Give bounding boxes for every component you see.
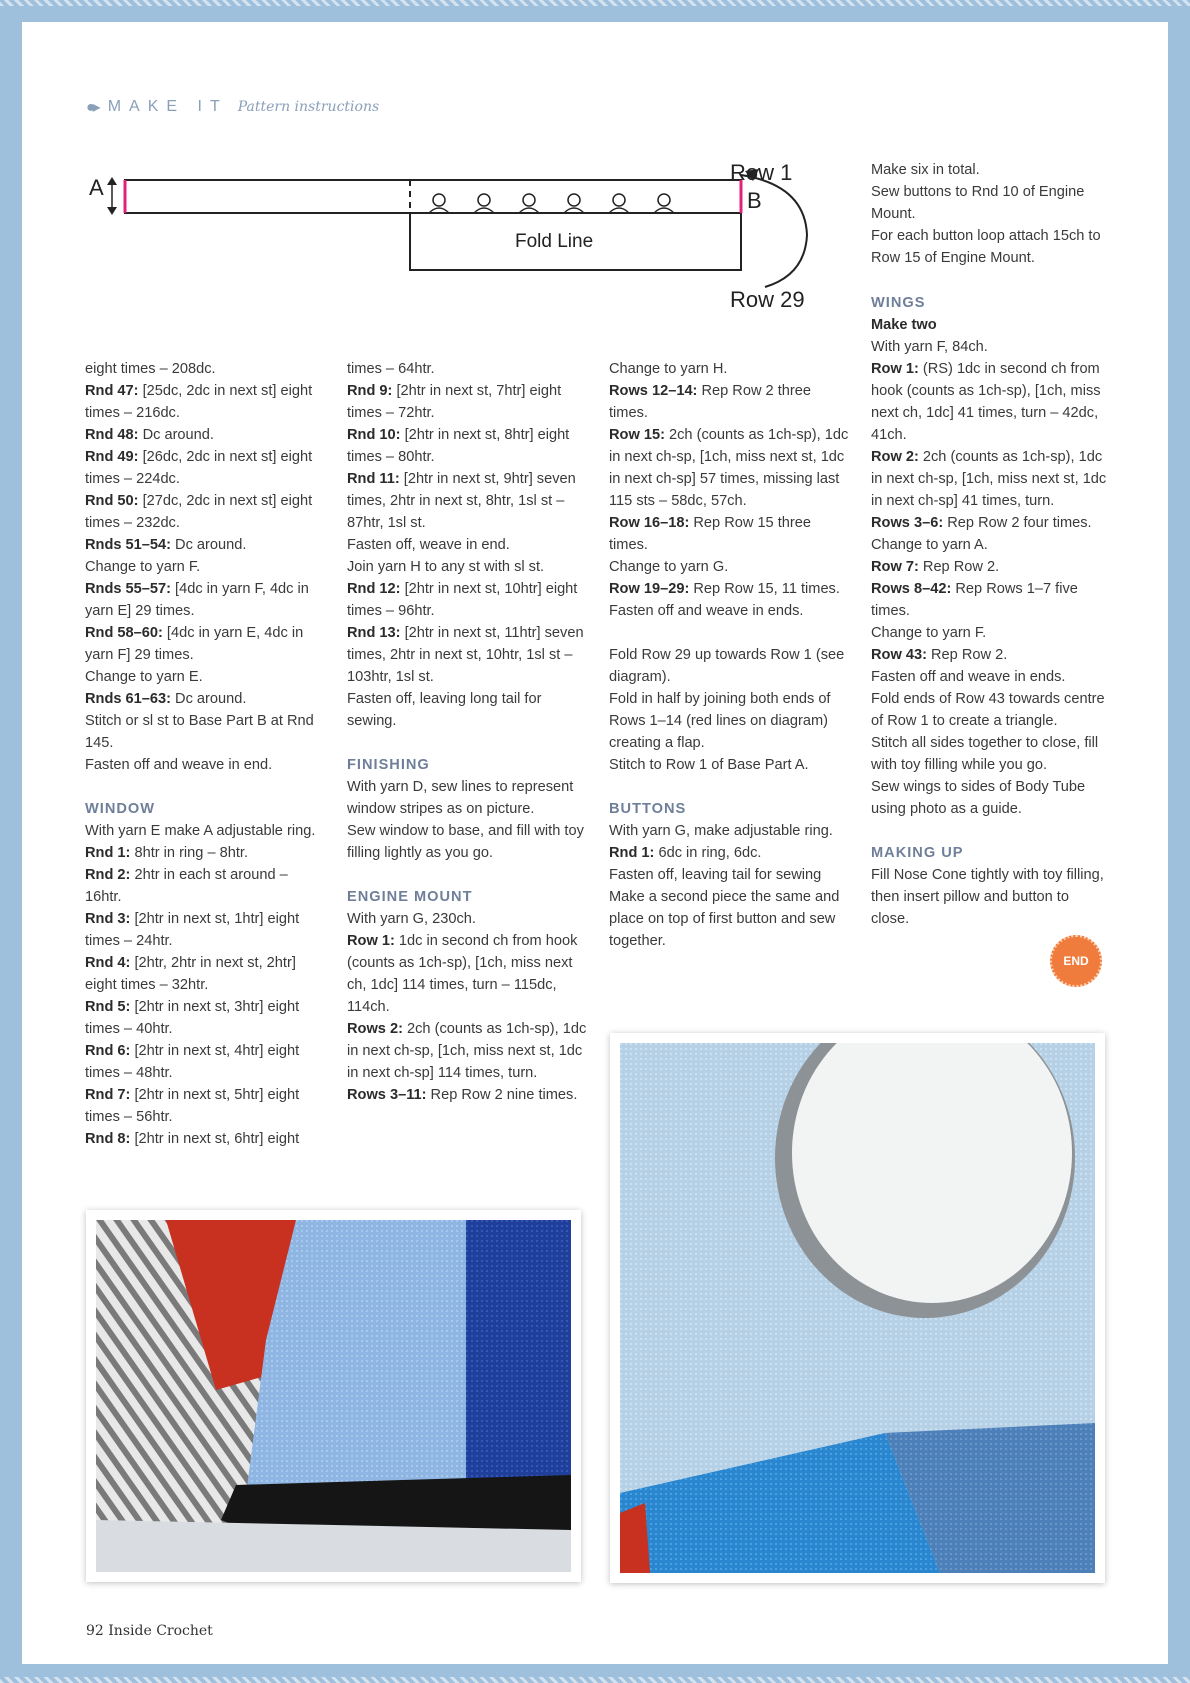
instruction-text: 1dc in second ch from hook (counts as 1ch-sp), [1ch, miss next ch, 1dc] 114 times, turn – 115dc, 114ch. bbox=[347, 933, 578, 1015]
instruction-text: Change to yarn A. bbox=[871, 537, 988, 553]
instruction-line bbox=[871, 776, 1111, 820]
row-label: Rnd 4: bbox=[85, 955, 131, 971]
row-label: Rows 3–6: bbox=[871, 515, 944, 531]
instruction-text: [4dc in yarn E, 4dc in yarn F] 29 times. bbox=[85, 625, 304, 663]
diagram-label-a: A bbox=[89, 175, 104, 200]
row-label: Rnd 50: bbox=[85, 493, 139, 509]
instruction-text: Stitch to Row 1 of Base Part A. bbox=[609, 757, 809, 773]
instruction-line bbox=[609, 556, 849, 578]
row-label: Rnd 2: bbox=[85, 867, 131, 883]
row-label: Rnd 10: bbox=[347, 427, 401, 443]
row-label: Rows 2: bbox=[347, 1021, 403, 1037]
instruction-text: Rep Rows 1–7 five times. bbox=[871, 581, 1078, 619]
instruction-line bbox=[347, 688, 587, 732]
row-label: Row 1: bbox=[347, 933, 395, 949]
diagram-label-b: B bbox=[747, 188, 762, 213]
instruction-text: Sew buttons to Rnd 10 of Engine Mount. bbox=[871, 184, 1085, 222]
row-label: Rnd 8: bbox=[85, 1131, 131, 1147]
instruction-line bbox=[85, 1128, 325, 1150]
instruction-text: 2ch (counts as 1ch-sp), 1dc in next ch-sp, [1ch, miss next st, 1dc in next ch-sp] 57 times, missing last 115 sts – 58dc, 57ch. bbox=[609, 427, 849, 509]
instruction-text: [26dc, 2dc in next st] eight times – 224dc. bbox=[85, 449, 313, 487]
column-3 bbox=[609, 358, 849, 952]
column-4-top bbox=[871, 159, 1111, 269]
row-label: Rows 8–42: bbox=[871, 581, 952, 597]
instruction-line bbox=[85, 996, 325, 1040]
row-label: Rnd 48: bbox=[85, 427, 139, 443]
instruction-text: Fold ends of Row 43 towards centre of Row 1 to create a triangle. bbox=[871, 691, 1105, 729]
instruction-text: Dc around. bbox=[170, 691, 247, 707]
instruction-line bbox=[871, 225, 1111, 269]
instruction-text: [2htr in next st, 4htr] eight times – 48htr. bbox=[85, 1043, 300, 1081]
row-label: Rnd 1: bbox=[85, 845, 131, 861]
instruction-line bbox=[871, 534, 1111, 556]
arrow-icon: ●▸ bbox=[86, 99, 98, 116]
instruction-text: 8htr in ring – 8htr. bbox=[130, 845, 249, 861]
instruction-text: Make a second piece the same and place on top of first button and sew together. bbox=[609, 889, 840, 949]
instruction-line bbox=[85, 842, 325, 864]
instruction-text: Make six in total. bbox=[871, 162, 980, 178]
row-label: Rnd 49: bbox=[85, 449, 139, 465]
instruction-text: Sew window to base, and fill with toy filling lightly as you go. bbox=[347, 823, 584, 861]
instruction-line bbox=[871, 622, 1111, 644]
instruction-line bbox=[85, 710, 325, 754]
instruction-line bbox=[85, 578, 325, 622]
instruction-line bbox=[609, 864, 849, 886]
instruction-text: Fasten off and weave in ends. bbox=[609, 603, 804, 619]
instruction-line bbox=[85, 556, 325, 578]
instruction-line bbox=[871, 864, 1111, 930]
row-label: Rnd 13: bbox=[347, 625, 401, 641]
instruction-line bbox=[85, 534, 325, 556]
row-label: Rnd 7: bbox=[85, 1087, 131, 1103]
instruction-line bbox=[871, 578, 1111, 622]
row-label: Rnds 55–57: bbox=[85, 581, 171, 597]
column-1 bbox=[85, 358, 325, 1150]
instruction-text: Stitch all sides together to close, fill with toy filling while you go. bbox=[871, 735, 1099, 773]
instruction-text: With yarn D, sew lines to represent window stripes as on picture. bbox=[347, 779, 574, 817]
instruction-text: Fasten off, leaving tail for sewing bbox=[609, 867, 822, 883]
instruction-line bbox=[609, 688, 849, 754]
instruction-text: Fasten off, weave in end. bbox=[347, 537, 510, 553]
instruction-text: Fasten off, leaving long tail for sewing. bbox=[347, 691, 542, 729]
instruction-line bbox=[85, 380, 325, 424]
instruction-text: [2htr in next st, 1htr] eight times – 24htr. bbox=[85, 911, 300, 949]
row-label: Rnd 5: bbox=[85, 999, 131, 1015]
instruction-line bbox=[347, 424, 587, 468]
photo-pillow-circle bbox=[610, 1033, 1105, 1583]
instruction-text: Rep Row 15 three times. bbox=[609, 515, 811, 553]
instruction-text: Fill Nose Cone tightly with toy filling, then insert pillow and button to close. bbox=[871, 867, 1104, 927]
diagram-buttons bbox=[429, 194, 674, 213]
instruction-line bbox=[347, 930, 587, 1018]
instruction-line bbox=[347, 1018, 587, 1084]
instruction-line bbox=[871, 446, 1111, 512]
instruction-line bbox=[85, 358, 325, 380]
section-heading: ENGINE MOUNT bbox=[347, 889, 473, 905]
instruction-line bbox=[347, 776, 587, 820]
instruction-line bbox=[85, 622, 325, 666]
instruction-line bbox=[85, 424, 325, 446]
row-label: Row 16–18: bbox=[609, 515, 690, 531]
instruction-text: Change to yarn E. bbox=[85, 669, 203, 685]
instruction-line bbox=[347, 556, 587, 578]
instruction-line bbox=[347, 534, 587, 556]
diagram-strip-top bbox=[125, 180, 741, 213]
instruction-text: [2htr in next st, 7htr] eight times – 72htr. bbox=[347, 383, 562, 421]
row-label: Row 19–29: bbox=[609, 581, 690, 597]
page-number: 92 bbox=[86, 1623, 104, 1639]
instruction-text: Change to yarn F. bbox=[85, 559, 201, 575]
instruction-line bbox=[609, 754, 849, 776]
instruction-line bbox=[871, 314, 1111, 336]
instruction-line bbox=[347, 820, 587, 864]
instruction-line bbox=[871, 556, 1111, 578]
row-label: Row 7: bbox=[871, 559, 919, 575]
subheading: Make two bbox=[871, 317, 937, 333]
section-heading: WINDOW bbox=[85, 801, 156, 817]
page-border-top bbox=[0, 0, 1190, 6]
instruction-line bbox=[871, 644, 1111, 666]
section-heading: WINGS bbox=[871, 295, 926, 311]
section-heading: MAKING UP bbox=[871, 845, 964, 861]
instruction-text: With yarn G, make adjustable ring. bbox=[609, 823, 833, 839]
instruction-text: Dc around. bbox=[170, 537, 247, 553]
instruction-text: Rep Row 2 nine times. bbox=[426, 1087, 578, 1103]
instruction-line bbox=[347, 468, 587, 534]
instruction-line bbox=[871, 732, 1111, 776]
photo-pillow-window bbox=[86, 1210, 581, 1582]
magazine-title: Inside Crochet bbox=[108, 1623, 213, 1639]
instruction-text: 2ch (counts as 1ch-sp), 1dc in next ch-sp, [1ch, miss next st, 1dc in next ch-sp] 114 times, turn. bbox=[347, 1021, 587, 1081]
row-label: Row 15: bbox=[609, 427, 665, 443]
instruction-line bbox=[609, 842, 849, 864]
instruction-text: [2htr in next st, 9htr] seven times, 2htr in next st, 8htr, 1sl st – 87htr, 1sl st. bbox=[347, 471, 576, 531]
instruction-text: Fasten off and weave in ends. bbox=[871, 669, 1066, 685]
instruction-line bbox=[85, 952, 325, 996]
instruction-line bbox=[85, 908, 325, 952]
end-badge: END bbox=[1050, 935, 1102, 987]
row-label: Rnds 51–54: bbox=[85, 537, 171, 553]
instruction-line bbox=[871, 688, 1111, 732]
instruction-text: 2ch (counts as 1ch-sp), 1dc in next ch-sp, [1ch, miss next st, 1dc in next ch-sp] 41 times, turn. bbox=[871, 449, 1107, 509]
instruction-text: eight times – 208dc. bbox=[85, 361, 216, 377]
instruction-line bbox=[347, 358, 587, 380]
instruction-line bbox=[609, 820, 849, 842]
instruction-line bbox=[85, 754, 325, 776]
instruction-text: Rep Row 2 four times. bbox=[943, 515, 1092, 531]
row-label: Rnd 47: bbox=[85, 383, 139, 399]
instruction-text: Rep Row 15, 11 times. bbox=[689, 581, 840, 597]
instruction-line bbox=[85, 446, 325, 490]
instruction-text: 2htr in each st around – 16htr. bbox=[85, 867, 288, 905]
instruction-text: With yarn E make A adjustable ring. bbox=[85, 823, 316, 839]
instruction-line bbox=[347, 578, 587, 622]
row-label: Rows 3–11: bbox=[347, 1087, 427, 1103]
column-2 bbox=[347, 358, 587, 1106]
instruction-text: Stitch or sl st to Base Part B at Rnd 145. bbox=[85, 713, 314, 751]
diagram-fold-label: Fold Line bbox=[515, 231, 594, 252]
instruction-text: Fold Row 29 up towards Row 1 (see diagram). bbox=[609, 647, 845, 685]
row-label: Row 43: bbox=[871, 647, 927, 663]
instruction-line bbox=[871, 336, 1111, 358]
page-border-bottom bbox=[0, 1677, 1190, 1683]
instruction-line bbox=[85, 490, 325, 534]
instruction-line bbox=[85, 864, 325, 908]
instruction-text: (RS) 1dc in second ch from hook (counts as 1ch-sp), [1ch, miss next ch, 1dc] 41 times, turn – 42dc, 41ch. bbox=[871, 361, 1101, 443]
instruction-text: Fasten off and weave in end. bbox=[85, 757, 273, 773]
instruction-text: For each button loop attach 15ch to Row 15 of Engine Mount. bbox=[871, 228, 1101, 266]
instruction-line bbox=[609, 512, 849, 556]
instruction-text: Sew wings to sides of Body Tube using photo as a guide. bbox=[871, 779, 1086, 817]
instruction-text: Join yarn H to any st with sl st. bbox=[347, 559, 545, 575]
instruction-text: [2htr in next st, 8htr] eight times – 80htr. bbox=[347, 427, 570, 465]
instruction-line bbox=[871, 358, 1111, 446]
instruction-line bbox=[347, 1084, 587, 1106]
page-footer bbox=[86, 1623, 213, 1639]
engine-mount-diagram bbox=[85, 155, 825, 315]
section-heading: FINISHING bbox=[347, 757, 430, 773]
instruction-line bbox=[609, 424, 849, 512]
instruction-text: Rep Row 2 three times. bbox=[609, 383, 811, 421]
instruction-line bbox=[871, 181, 1111, 225]
instruction-text: Fold in half by joining both ends of Rows 1–14 (red lines on diagram) creating a flap. bbox=[609, 691, 831, 751]
instruction-text: [2htr, 2htr in next st, 2htr] eight times – 32htr. bbox=[85, 955, 296, 993]
row-label: Rnd 3: bbox=[85, 911, 131, 927]
instruction-text: Rep Row 2. bbox=[926, 647, 1008, 663]
row-label: Rnd 6: bbox=[85, 1043, 131, 1059]
instruction-text: With yarn F, 84ch. bbox=[871, 339, 988, 355]
instruction-text: [2htr in next st, 6htr] eight bbox=[130, 1131, 300, 1147]
diagram-row29-label: Row 29 bbox=[730, 287, 805, 312]
row-label: Row 1: bbox=[871, 361, 919, 377]
instruction-line bbox=[609, 380, 849, 424]
instruction-text: 6dc in ring, 6dc. bbox=[654, 845, 762, 861]
row-label: Rnd 9: bbox=[347, 383, 393, 399]
row-label: Rnd 12: bbox=[347, 581, 401, 597]
instruction-line bbox=[85, 688, 325, 710]
instruction-line bbox=[871, 512, 1111, 534]
diagram-row1-label: Row 1 bbox=[730, 160, 793, 185]
row-label: Rows 12–14: bbox=[609, 383, 698, 399]
instruction-text: Change to yarn H. bbox=[609, 361, 728, 377]
section-title: MAKE IT bbox=[107, 98, 228, 115]
section-header bbox=[86, 97, 379, 117]
instruction-text: [2htr in next st, 11htr] seven times, 2htr in next st, 10htr, 1sl st – 103htr, 1sl st. bbox=[347, 625, 584, 685]
instruction-line bbox=[347, 622, 587, 688]
instruction-line bbox=[609, 644, 849, 688]
instruction-text: Change to yarn G. bbox=[609, 559, 729, 575]
instruction-line bbox=[347, 380, 587, 424]
instruction-line bbox=[85, 1040, 325, 1084]
instruction-line bbox=[85, 1084, 325, 1128]
instruction-text: times – 64htr. bbox=[347, 361, 435, 377]
instruction-text: [2htr in next st, 10htr] eight times – 96htr. bbox=[347, 581, 578, 619]
row-label: Rnd 58–60: bbox=[85, 625, 163, 641]
spacer bbox=[609, 622, 849, 644]
instruction-text: With yarn G, 230ch. bbox=[347, 911, 476, 927]
instruction-line bbox=[871, 666, 1111, 688]
instruction-line bbox=[85, 820, 325, 842]
row-label: Rnd 1: bbox=[609, 845, 655, 861]
instruction-line bbox=[609, 358, 849, 380]
row-label: Row 2: bbox=[871, 449, 919, 465]
instruction-line bbox=[871, 159, 1111, 181]
instruction-text: [4dc in yarn F, 4dc in yarn E] 29 times. bbox=[85, 581, 309, 619]
instruction-line bbox=[347, 908, 587, 930]
instruction-text: Rep Row 2. bbox=[918, 559, 1000, 575]
instruction-text: [2htr in next st, 3htr] eight times – 40htr. bbox=[85, 999, 300, 1037]
instruction-line bbox=[609, 578, 849, 600]
instruction-text: [25dc, 2dc in next st] eight times – 216dc. bbox=[85, 383, 313, 421]
instruction-line bbox=[609, 886, 849, 952]
instruction-line bbox=[85, 666, 325, 688]
row-label: Rnds 61–63: bbox=[85, 691, 171, 707]
section-heading: BUTTONS bbox=[609, 801, 687, 817]
section-subtitle: Pattern instructions bbox=[237, 99, 380, 115]
instruction-text: [27dc, 2dc in next st] eight times – 232dc. bbox=[85, 493, 313, 531]
instruction-text: Change to yarn F. bbox=[871, 625, 987, 641]
instruction-line bbox=[609, 600, 849, 622]
row-label: Rnd 11: bbox=[347, 471, 400, 487]
instruction-text: [2htr in next st, 5htr] eight times – 56htr. bbox=[85, 1087, 300, 1125]
instruction-text: Dc around. bbox=[138, 427, 214, 443]
column-4 bbox=[871, 292, 1111, 930]
